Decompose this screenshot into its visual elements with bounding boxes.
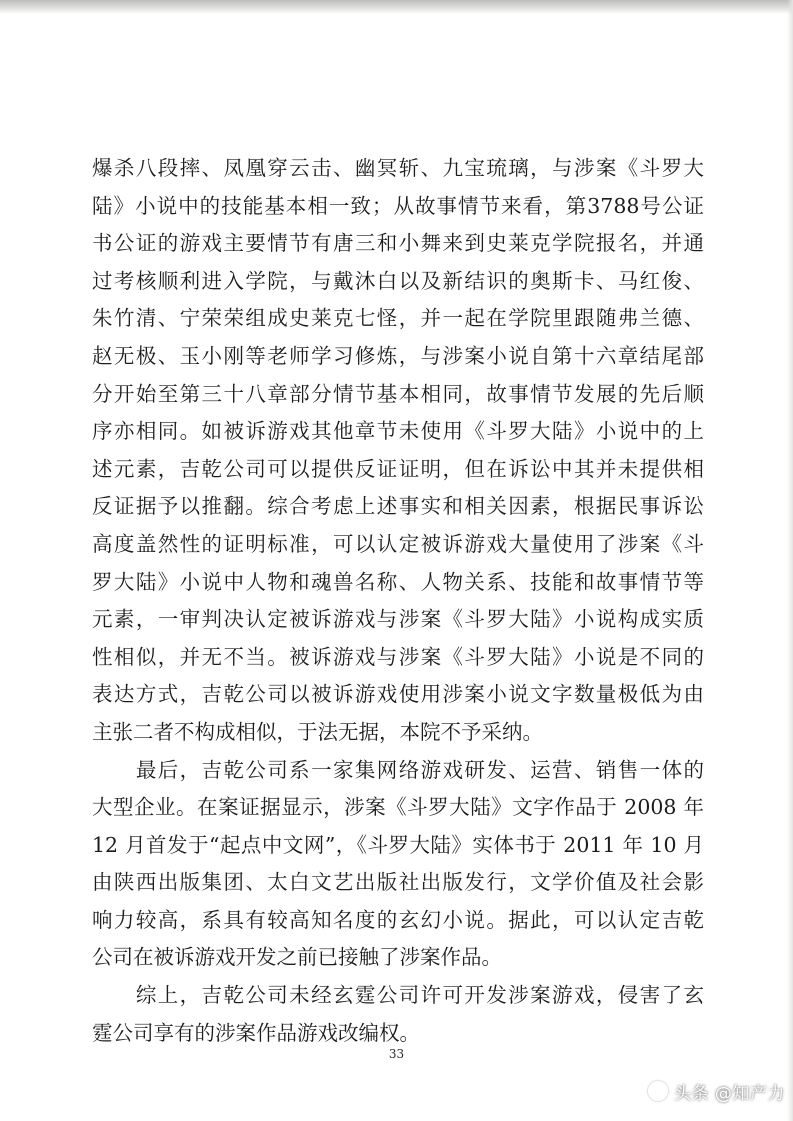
text-line: 述元素，吉乾公司可以提供反证证明，但在诉讼中其并未提供相 [92, 456, 704, 481]
text-line: 反证据予以推翻。综合考虑上述事实和相关因素，根据民事诉讼 [92, 494, 704, 519]
judgment-text-body [92, 150, 704, 1052]
watermark-logo-icon [648, 1081, 668, 1101]
text-line: 爆杀八段摔、凤凰穿云击、幽冥斩、九宝琉璃，与涉案《斗罗大 [92, 156, 704, 180]
text-line: 书公证的游戏主要情节有唐三和小舞来到史莱克学院报名，并通 [92, 231, 704, 256]
paragraph-first-line: 综上，吉乾公司未经玄霆公司许可开发涉案游戏，侵害了玄 [92, 983, 704, 1008]
text-line: 大型企业。在案证据显示，涉案《斗罗大陆》文字作品于 2008 年 [92, 795, 704, 820]
page-number: 33 [388, 1047, 405, 1061]
paragraph-first-line: 最后，吉乾公司系一家集网络游戏研发、运营、销售一体的 [92, 757, 704, 782]
source-watermark [648, 1075, 788, 1107]
text-line: 主张二者不构成相似，于法无据，本院不予采纳。 [92, 719, 543, 744]
text-line: 赵无极、玉小刚等老师学习修炼，与涉案小说自第十六章结尾部 [92, 343, 704, 368]
watermark-text: 头条 @知产力 [674, 1083, 785, 1104]
text-line: 朱竹清、宁荣荣组成史莱克七怪，并一起在学院里跟随弗兰德、 [92, 306, 704, 331]
text-line: 性相似，并无不当。被诉游戏与涉案《斗罗大陆》小说是不同的 [92, 644, 704, 669]
text-line: 公司在被诉游戏开发之前已接触了涉案作品。 [92, 945, 502, 970]
scan-right-edge [787, 0, 793, 1121]
text-line: 由陕西出版集团、太白文艺出版社出版发行，文学价值及社会影 [92, 870, 704, 895]
text-line: 元素，一审判决认定被诉游戏与涉案《斗罗大陆》小说构成实质 [92, 607, 704, 632]
text-line: 12 月首发于“起点中文网”，《斗罗大陆》实体书于 2011 年 10 月 [92, 832, 704, 857]
text-line: 序亦相同。如被诉游戏其他章节未使用《斗罗大陆》小说中的上 [92, 419, 704, 444]
text-line: 高度盖然性的证明标准，可以认定被诉游戏大量使用了涉案《斗 [92, 531, 704, 556]
text-line: 霆公司享有的涉案作品游戏改编权。 [92, 1020, 420, 1045]
text-line: 过考核顺利进入学院，与戴沐白以及新结识的奥斯卡、马红俊、 [92, 268, 704, 293]
text-line: 响力较高，系具有较高知名度的玄幻小说。据此，可以认定吉乾 [92, 907, 704, 932]
text-line: 分开始至第三十八章部分情节基本相同，故事情节发展的先后顺 [92, 381, 704, 406]
text-line: 罗大陆》小说中人物和魂兽名称、人物关系、技能和故事情节等 [92, 569, 704, 594]
text-line: 表达方式，吉乾公司以被诉游戏使用涉案小说文字数量极低为由 [92, 682, 704, 707]
text-line: 陆》小说中的技能基本相一致；从故事情节来看，第3788号公证 [92, 193, 704, 218]
scan-top-edge [0, 0, 793, 14]
